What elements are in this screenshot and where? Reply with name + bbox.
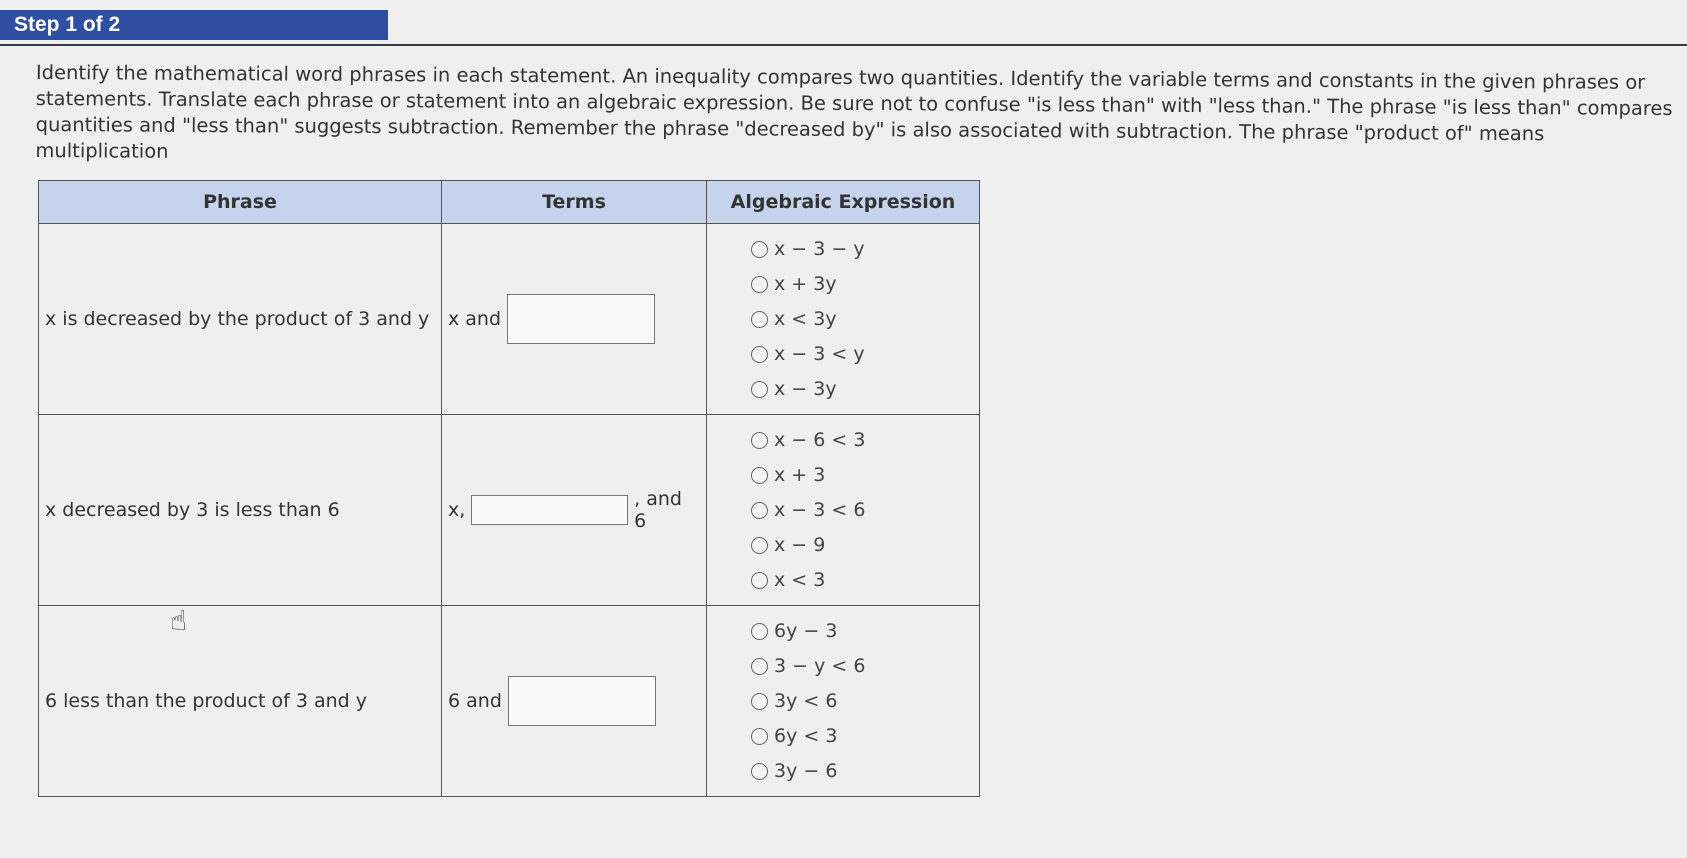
terms-suffix: , and 6 (634, 488, 682, 532)
option-label: x + 3 (774, 464, 826, 486)
header-phrase: Phrase (39, 181, 442, 224)
expression-options (713, 608, 973, 795)
expression-option[interactable] (751, 458, 973, 493)
option-label: x − 6 < 3 (774, 429, 866, 451)
radio-button[interactable] (751, 346, 768, 363)
expression-option[interactable] (751, 337, 973, 372)
table-row (39, 415, 980, 606)
expression-option[interactable] (751, 684, 973, 719)
option-label: x < 3y (774, 308, 837, 330)
expression-option[interactable] (751, 563, 973, 598)
table-row (39, 224, 980, 415)
option-label: 3 − y < 6 (774, 655, 866, 677)
radio-button[interactable] (751, 381, 768, 398)
radio-button[interactable] (751, 432, 768, 449)
expression-cell (707, 224, 980, 415)
radio-button[interactable] (751, 467, 768, 484)
table-header-row (39, 181, 980, 224)
terms-cell (442, 224, 707, 415)
option-label: 6y < 3 (774, 725, 838, 747)
option-label: x − 3y (774, 378, 837, 400)
radio-button[interactable] (751, 311, 768, 328)
header-algebraic-expression: Algebraic Expression (707, 181, 980, 224)
terms-cell (442, 606, 707, 797)
option-label: x − 3 < y (774, 343, 865, 365)
header-terms: Terms (442, 181, 707, 224)
expression-option[interactable] (751, 423, 973, 458)
option-label: x < 3 (774, 569, 826, 591)
option-label: 3y < 6 (774, 690, 838, 712)
radio-button[interactable] (751, 502, 768, 519)
option-label: x − 3 − y (774, 238, 865, 260)
term-answer-input[interactable] (507, 294, 655, 344)
term-answer-input[interactable] (471, 495, 628, 525)
expression-option[interactable] (751, 372, 973, 407)
expression-cell (707, 415, 980, 606)
radio-button[interactable] (751, 241, 768, 258)
terms-cell (442, 415, 707, 606)
radio-button[interactable] (751, 658, 768, 675)
phrase-cell: x decreased by 3 is less than 6 (39, 415, 442, 606)
expression-option[interactable] (751, 302, 973, 337)
phrase-table (38, 180, 980, 797)
instructions-text: Identify the mathematical word phrases in each statement. An inequality compares two quantities. Identify the variable terms and constants in the given phrases or statements. Translate each phrase or statement into an algebraic expression. Be sure not to confuse "is less than" with "less than." The phrase "is less than" compares quantities and "less than" suggests subtraction. Remember the phrase "decreased by" is also associated with subtraction. The phrase "product of" means multiplication (35, 60, 1673, 163)
phrase-cell: 6 less than the product of 3 and y (39, 606, 442, 797)
radio-button[interactable] (751, 537, 768, 554)
radio-button[interactable] (751, 276, 768, 293)
option-label: x − 3 < 6 (774, 499, 866, 521)
radio-button[interactable] (751, 693, 768, 710)
radio-button[interactable] (751, 572, 768, 589)
expression-option[interactable] (751, 267, 973, 302)
terms-prefix: x, (448, 499, 466, 521)
expression-option[interactable] (751, 614, 973, 649)
expression-cell (707, 606, 980, 797)
step-header: Step 1 of 2 (0, 10, 388, 40)
phrase-cell: x is decreased by the product of 3 and y (39, 224, 442, 415)
expression-options (713, 226, 973, 413)
expression-option[interactable] (751, 719, 973, 754)
terms-prefix: 6 and (448, 690, 502, 712)
expression-option[interactable] (751, 493, 973, 528)
option-label: x − 9 (774, 534, 826, 556)
option-label: x + 3y (774, 273, 837, 295)
expression-option[interactable] (751, 754, 973, 789)
hand-pointer-cursor-icon: ☝ (170, 604, 188, 637)
term-answer-input[interactable] (508, 676, 656, 726)
option-label: 6y − 3 (774, 620, 838, 642)
radio-button[interactable] (751, 763, 768, 780)
radio-button[interactable] (751, 623, 768, 640)
header-divider (0, 44, 1687, 46)
option-label: 3y − 6 (774, 760, 838, 782)
radio-button[interactable] (751, 728, 768, 745)
expression-options (713, 417, 973, 604)
expression-option[interactable] (751, 528, 973, 563)
expression-option[interactable] (751, 649, 973, 684)
terms-prefix: x and (448, 308, 502, 330)
expression-option[interactable] (751, 232, 973, 267)
